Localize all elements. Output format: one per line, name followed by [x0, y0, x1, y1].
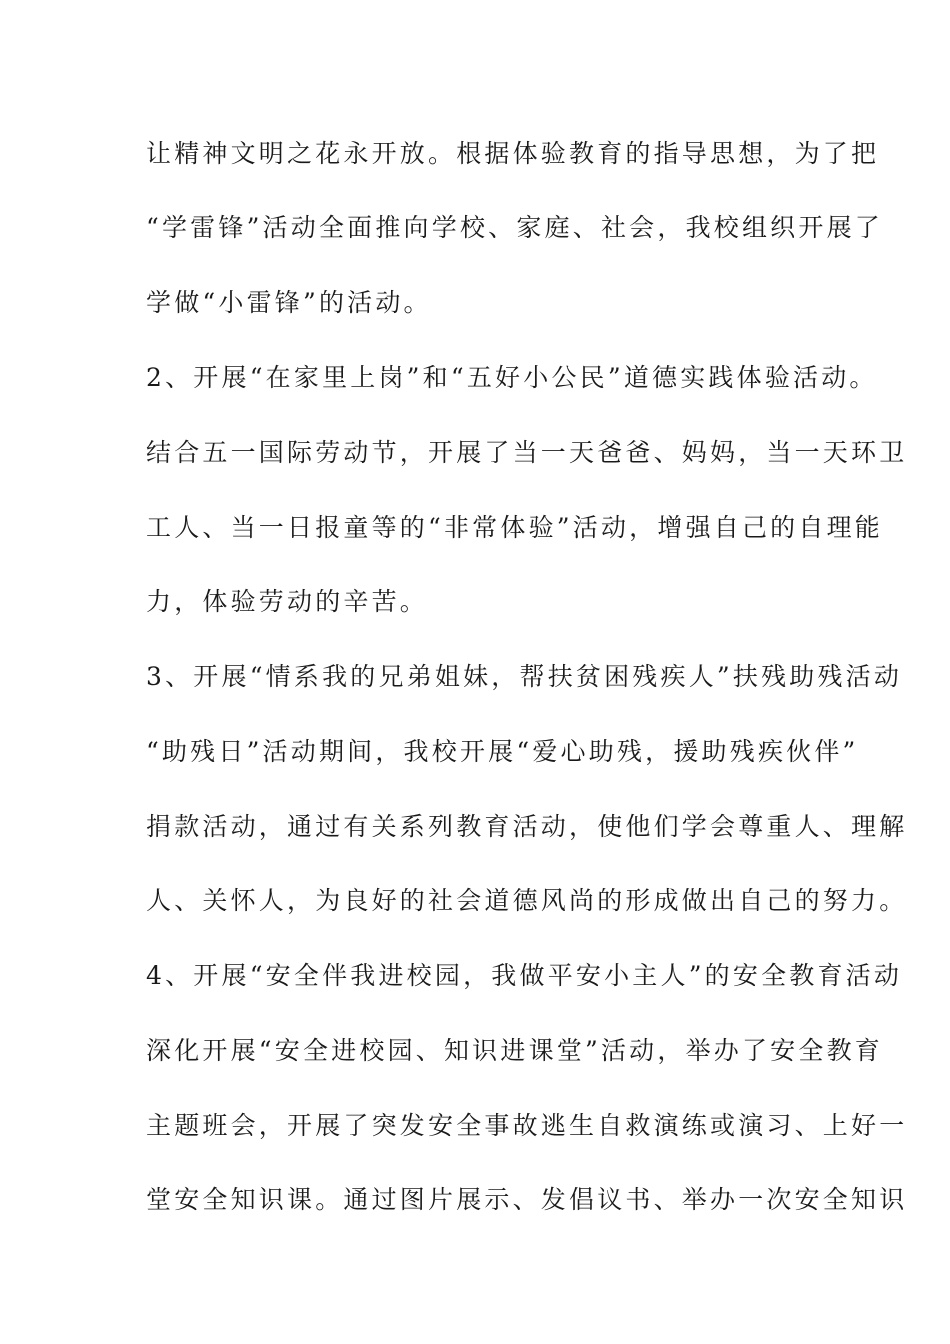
text-line: 2、开展“在家里上岗”和“五好小公民”道德实践体验活动。	[146, 363, 878, 392]
text-line: 堂安全知识课。通过图片展示、发倡议书、举办一次安全知识	[146, 1185, 908, 1214]
text-line: 主题班会，开展了突发安全事故逃生自救演练或演习、上好一	[146, 1111, 908, 1140]
text-line: “助残日”活动期间，我校开展“爱心助残，援助残疾伙伴”	[146, 737, 859, 766]
text-line: 捐款活动，通过有关系列教育活动，使他们学会尊重人、理解	[146, 812, 908, 841]
text-line: 工人、当一日报童等的“非常体验”活动，增强自己的自理能	[146, 513, 883, 542]
text-line: 让精神文明之花永开放。根据体验教育的指导思想，为了把	[146, 139, 880, 168]
text-line: 学做“小雷锋”的活动。	[146, 288, 432, 317]
text-line: 4、开展“安全伴我进校园，我做平安小主人”的安全教育活动	[146, 961, 903, 990]
text-line: 力，体验劳动的辛苦。	[146, 587, 429, 616]
text-line: 3、开展“情系我的兄弟姐妹，帮扶贫困残疾人”扶残助残活动	[146, 662, 903, 691]
text-line: 人、关怀人，为良好的社会道德风尚的形成做出自己的努力。	[146, 886, 908, 915]
text-line: “学雷锋”活动全面推向学校、家庭、社会，我校组织开展了	[146, 213, 883, 242]
text-line: 结合五一国际劳动节，开展了当一天爸爸、妈妈，当一天环卫	[146, 438, 908, 467]
text-line: 深化开展“安全进校园、知识进课堂”活动，举办了安全教育	[146, 1036, 883, 1065]
